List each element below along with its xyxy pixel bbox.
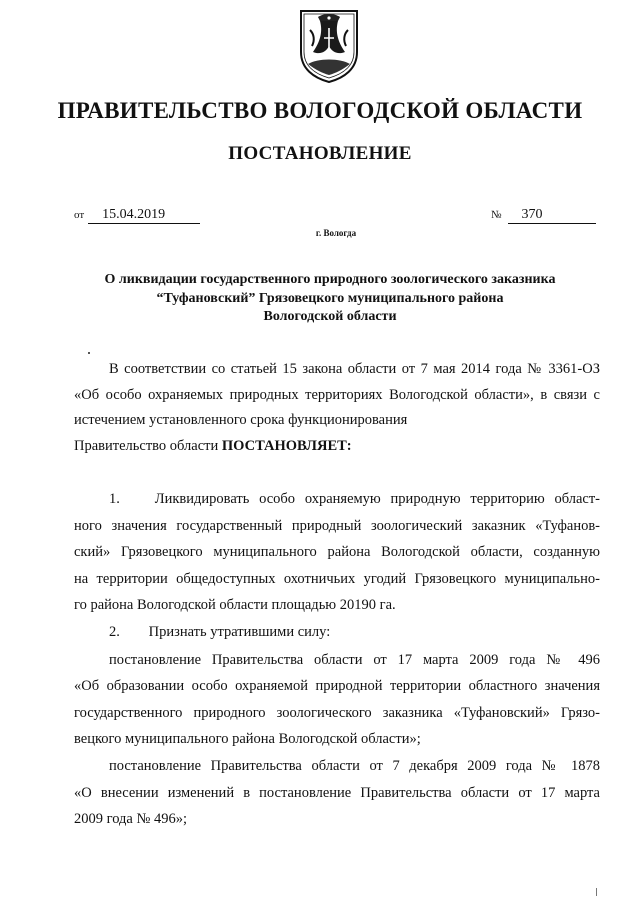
- subject-line: Вологодской области: [263, 309, 397, 324]
- item-1-line: на территории общедоступных охотничьих угодий Грязовецкого муниципально-: [74, 571, 600, 587]
- city-label: г. Вологда: [315, 228, 357, 238]
- document-date: 15.04.2019: [88, 207, 200, 224]
- document-subject: [60, 271, 600, 327]
- preamble-line: «Об особо охраняемых природных территориях Вологодской области», в связи с: [74, 387, 600, 403]
- number-prefix: №: [491, 209, 502, 221]
- scan-mark: [596, 888, 597, 896]
- government-title: ПРАВИТЕЛЬСТВО ВОЛОГОДСКОЙ ОБЛАСТИ: [57, 98, 583, 123]
- item-text: Признать утратившими силу:: [148, 624, 331, 640]
- document-number: 370: [508, 207, 596, 224]
- document-number-row: [491, 207, 596, 224]
- date-prefix: от: [74, 209, 85, 221]
- repealed-act-line: 2009 года № 496»;: [74, 811, 187, 827]
- item-number: 1.: [109, 491, 120, 507]
- document-date-row: [74, 207, 200, 224]
- preamble-line: В соответствии со статьей 15 закона области от 7 мая 2014 года № 3361-ОЗ: [109, 361, 600, 377]
- subject-line: О ликвидации государственного природного зоологического заказника: [104, 272, 556, 287]
- preamble-line: истечением установленного срока функционирования: [74, 412, 408, 428]
- coat-of-arms-emblem: [298, 8, 360, 84]
- repealed-act-first-line: постановление Правительства области от 17 марта 2009 года № 496: [109, 652, 600, 668]
- repealed-act-line: государственного природного зоологического заказника «Туфановский» Грязо-: [74, 705, 600, 721]
- repealed-act-first-line: постановление Правительства области от 7 декабря 2009 года № 1878: [109, 758, 600, 774]
- item-text: Ликвидировать особо охраняемую природную территорию област-: [154, 491, 600, 507]
- decree-line: [74, 437, 600, 455]
- item-1-line: ного значения государственный природный зоологический заказник «Туфанов-: [74, 518, 600, 534]
- item-1-line: го района Вологодской области площадью 20190 га.: [74, 597, 396, 613]
- repealed-act-line: «Об образовании особо охраняемой природной территории областного значения: [74, 678, 600, 694]
- subject-line: “Туфановский” Грязовецкого муниципального района: [156, 290, 504, 306]
- item-1-first-line: [74, 490, 600, 508]
- decree-word: ПОСТАНОВЛЯЕТ:: [221, 438, 352, 454]
- decree-prefix: Правительство области: [74, 438, 219, 454]
- item-number: 2.: [109, 624, 120, 640]
- repealed-act-line: вецкого муниципального района Вологодской области»;: [74, 731, 421, 747]
- scan-dot: [88, 352, 90, 354]
- document-type: ПОСТАНОВЛЕНИЕ: [228, 143, 412, 164]
- item-2-first-line: [74, 623, 600, 641]
- repealed-act-line: «О внесении изменений в постановление Правительства области от 17 марта: [74, 785, 600, 801]
- item-1-line: ский» Грязовецкого муниципального района Вологодской области, созданную: [74, 544, 600, 560]
